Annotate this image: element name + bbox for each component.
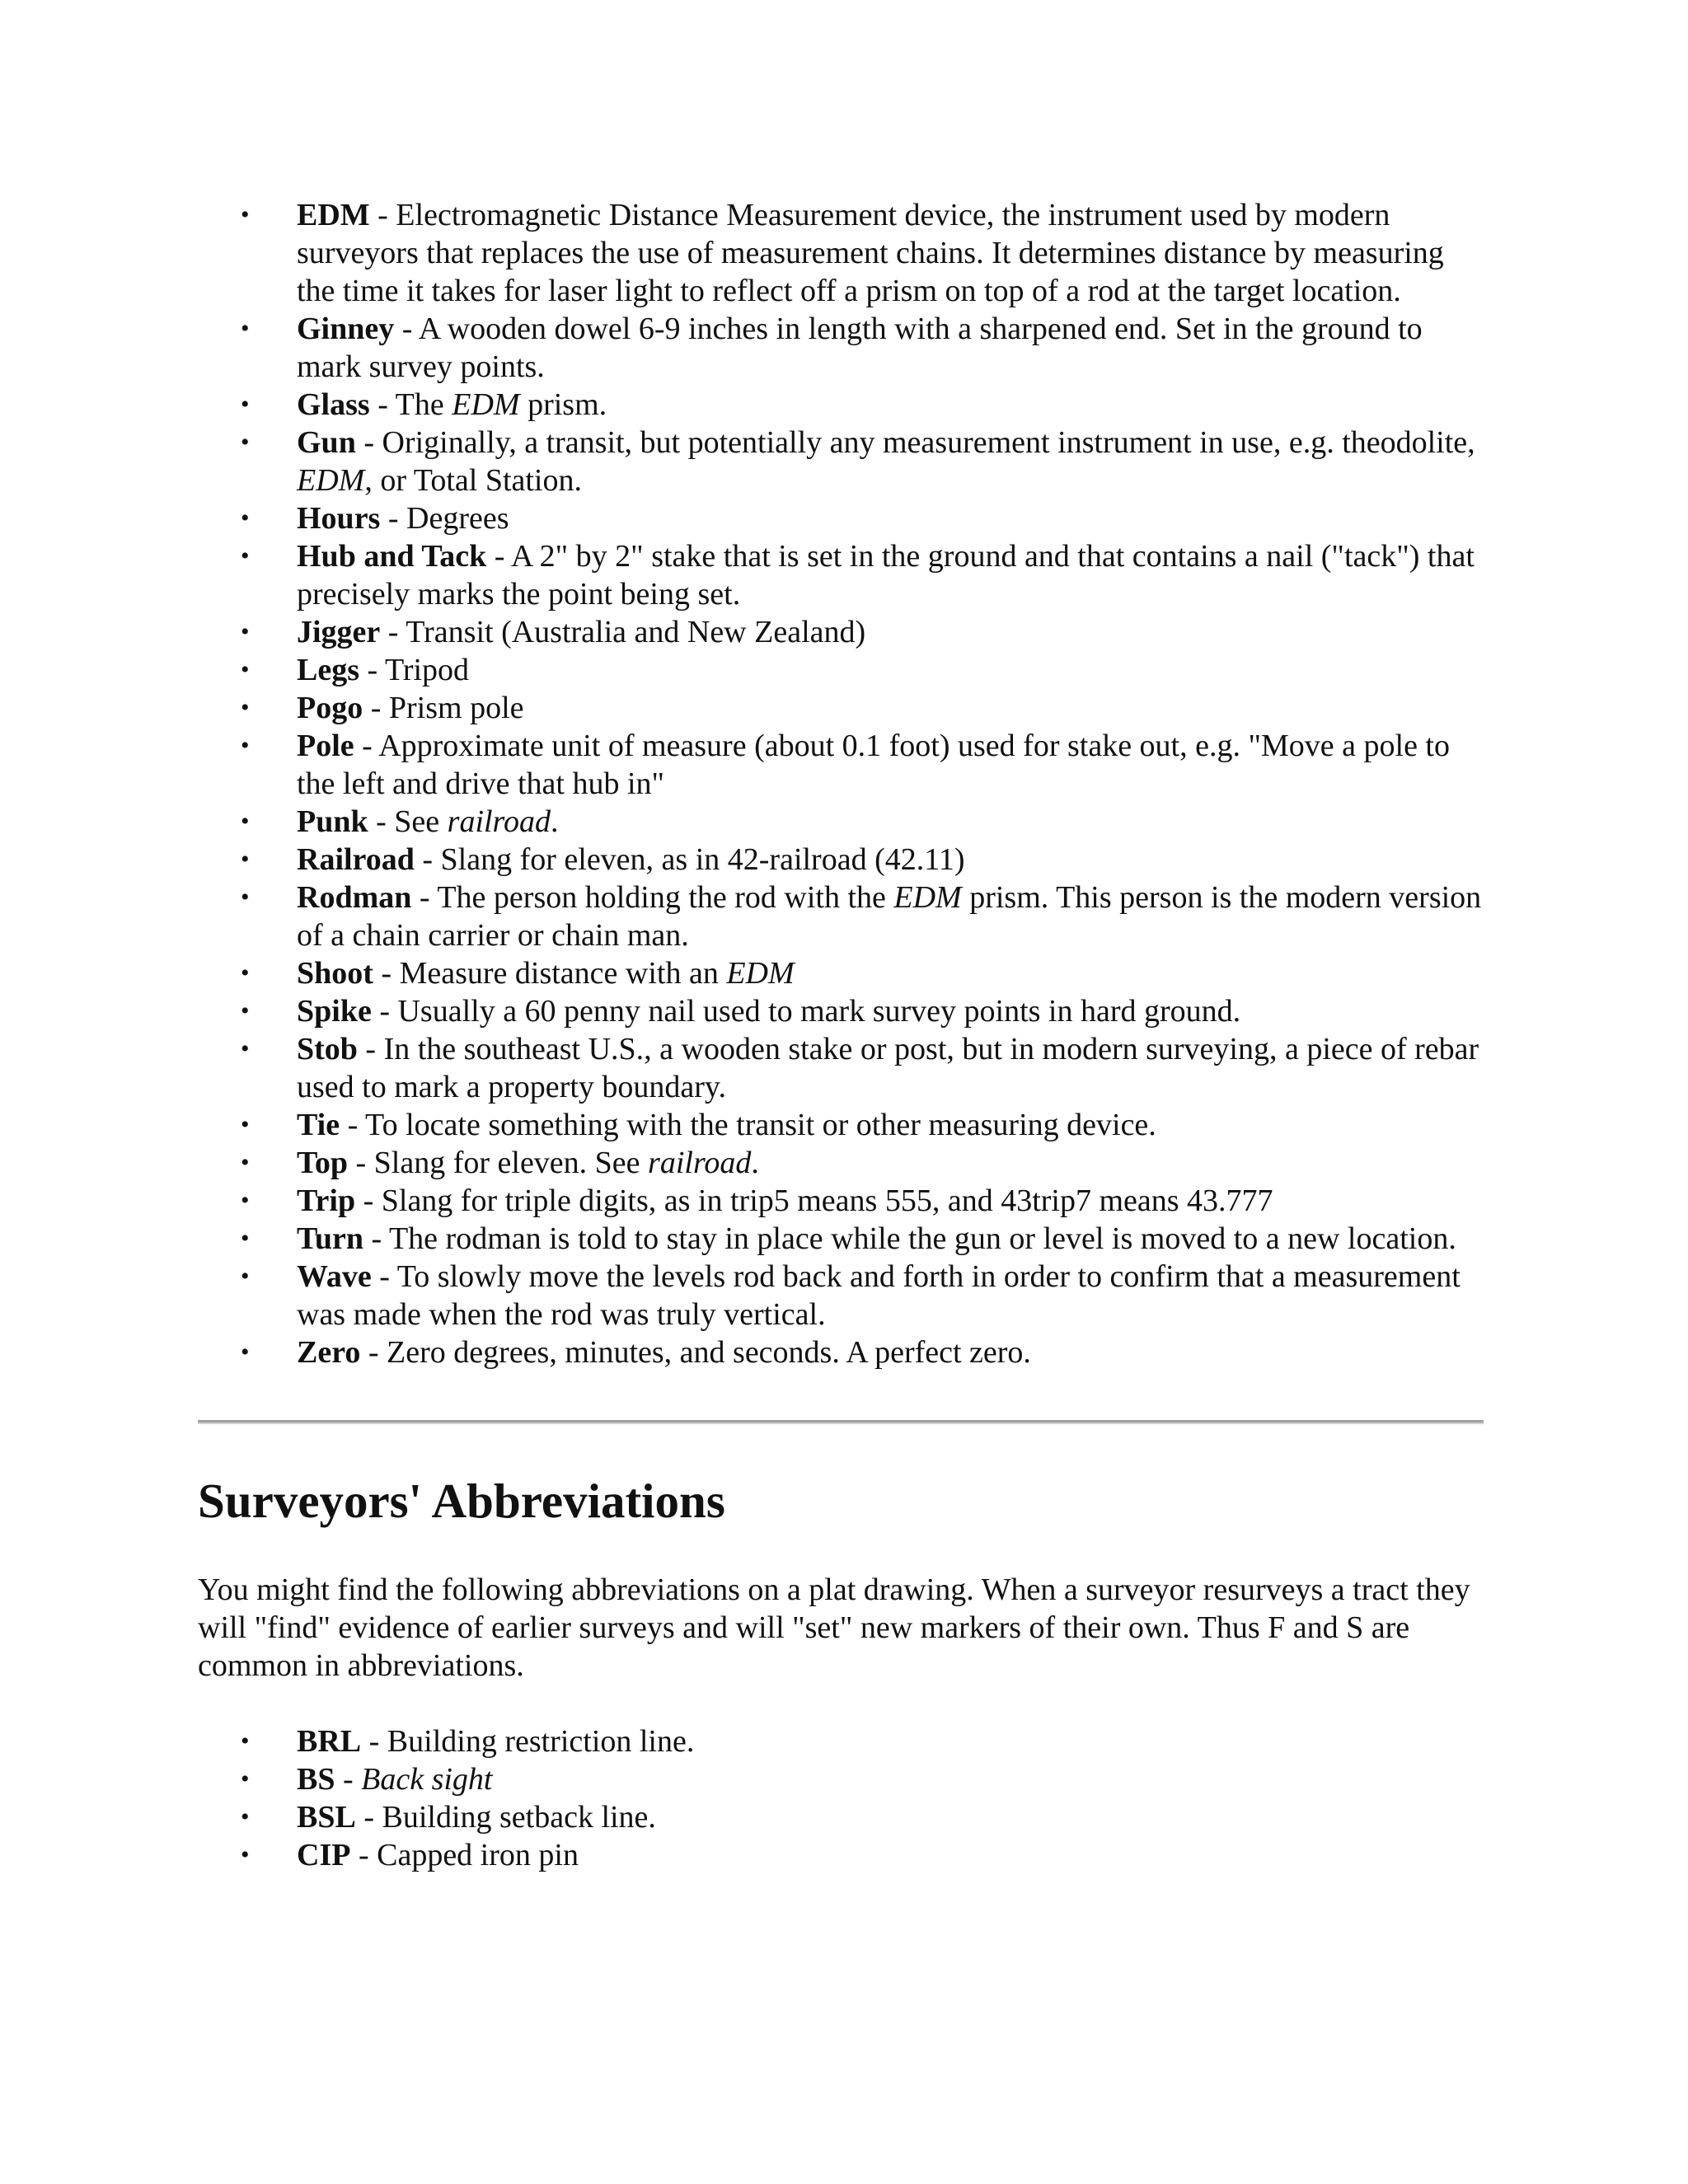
bullet-icon: • [241, 1338, 250, 1366]
bullet-icon: • [241, 959, 250, 987]
list-item [198, 1760, 1484, 1798]
bullet-icon: • [241, 808, 250, 835]
definition-text: . [751, 1146, 759, 1180]
definition-text: - Building restriction line. [361, 1724, 695, 1759]
italic-reference: EDM [452, 387, 520, 422]
definition-text: - The rodman is told to stay in place while the gun or level is moved to a new location. [363, 1221, 1456, 1256]
definition-text: - The [369, 387, 452, 422]
bullet-icon: • [241, 1765, 250, 1793]
definition-text: - To locate something with the transit or other measuring device. [340, 1108, 1156, 1142]
definition-text: - Electromagnetic Distance Measurement device, the instrument used by modern surveyors that replaces the use of measurement chains. It determines distance by measuring the time it takes for laser light to reflect off a prism on top of a rod at the target location. [297, 198, 1444, 308]
term-label: Punk [297, 804, 368, 839]
section-intro: You might find the following abbreviations on a plat drawing. When a surveyor resurveys a tract they will "find" evidence of earlier surveys and will "set" new markers of their own. Thus F and S are common in abbreviations. [198, 1572, 1470, 1683]
definition-text: - A 2" by 2" stake that is set in the ground and that contains a nail ("tack") that precisely marks the point being set. [297, 539, 1475, 612]
bullet-icon: • [241, 694, 250, 721]
definition-text: , or Total Station. [364, 463, 582, 498]
bullet-icon: • [241, 1149, 250, 1176]
list-item [198, 386, 1484, 424]
list-item [198, 196, 1484, 310]
list-item [198, 992, 1484, 1030]
term-label: Turn [297, 1221, 363, 1256]
bullet-icon: • [241, 1841, 250, 1868]
definition-text: - Slang for eleven, as in 42-railroad (42.11) [414, 842, 965, 877]
list-item [198, 1333, 1484, 1371]
term-label: BS [297, 1762, 335, 1797]
term-label: Jigger [297, 615, 381, 649]
glossary-list [198, 196, 1484, 1371]
term-label: Zero [297, 1335, 361, 1370]
definition-text: prism. [519, 387, 607, 422]
term-label: Ginney [297, 312, 395, 346]
definition-text: - Building setback line. [355, 1800, 656, 1835]
list-item [198, 727, 1484, 803]
bullet-icon: • [241, 201, 250, 228]
list-item [198, 310, 1484, 386]
bullet-icon: • [241, 1727, 250, 1755]
term-label: Tie [297, 1108, 340, 1142]
definition-text: - Slang for triple digits, as in trip5 means 555, and 43trip7 means 43.777 [355, 1183, 1273, 1218]
list-item [198, 954, 1484, 992]
definition-text: - In the southeast U.S., a wooden stake or post, but in modern surveying, a piece of rebar used to mark a property boundary. [297, 1032, 1479, 1104]
definition-text: - Degrees [380, 501, 509, 536]
bullet-icon: • [241, 656, 250, 683]
list-item [198, 651, 1484, 689]
definition-text: - Capped iron pin [350, 1838, 579, 1872]
list-item [198, 1798, 1484, 1836]
definition-text: - Usually a 60 penny nail used to mark survey points in hard ground. [371, 994, 1241, 1029]
term-label: Shoot [297, 956, 373, 991]
term-label: BRL [297, 1724, 362, 1759]
definition-text: - Tripod [359, 653, 470, 687]
document-page [198, 196, 1484, 1874]
italic-reference: EDM [893, 880, 962, 915]
term-label: Hours [297, 501, 381, 536]
bullet-icon: • [241, 429, 250, 456]
list-item [198, 1182, 1484, 1220]
term-label: EDM [297, 198, 370, 232]
horizontal-rule [198, 1420, 1484, 1424]
list-item [198, 689, 1484, 727]
italic-reference: EDM [297, 463, 365, 498]
bullet-icon: • [241, 391, 250, 418]
term-label: Railroad [297, 842, 415, 877]
definition-text: - See [368, 804, 448, 839]
definition-text: . [550, 804, 559, 839]
term-label: Pole [297, 729, 354, 763]
list-item [198, 1722, 1484, 1760]
list-item [198, 879, 1484, 954]
term-label: Top [297, 1146, 348, 1180]
list-item [198, 613, 1484, 651]
definition-text: - Approximate unit of measure (about 0.1 foot) used for stake out, e.g. "Move a pole to the left and drive that hub in" [297, 729, 1450, 801]
bullet-icon: • [241, 846, 250, 873]
list-item [198, 803, 1484, 841]
list-item [198, 1220, 1484, 1258]
bullet-icon: • [241, 1111, 250, 1138]
definition-text: prism. This person is the modern version of a chain carrier or chain man. [297, 880, 1482, 953]
list-item [198, 424, 1484, 499]
bullet-icon: • [241, 618, 250, 645]
bullet-icon: • [241, 1803, 250, 1830]
definition-text: - A wooden dowel 6-9 inches in length with a sharpened end. Set in the ground to mark survey points. [297, 312, 1423, 384]
term-label: Hub and Tack [297, 539, 487, 574]
definition-text: - [335, 1762, 362, 1797]
term-label: Stob [297, 1032, 358, 1066]
list-item [198, 1144, 1484, 1182]
list-item [198, 537, 1484, 613]
term-label: Spike [297, 994, 372, 1029]
definition-text: - Measure distance with an [373, 956, 727, 991]
italic-reference: railroad [648, 1146, 752, 1180]
bullet-icon: • [241, 504, 250, 532]
bullet-icon: • [241, 997, 250, 1024]
bullet-icon: • [241, 1263, 250, 1290]
list-item [198, 499, 1484, 537]
list-item [198, 1258, 1484, 1333]
list-item [198, 1106, 1484, 1144]
term-label: Trip [297, 1183, 356, 1218]
abbreviations-list [198, 1722, 1484, 1874]
term-label: CIP [297, 1838, 351, 1872]
definition-text: - Prism pole [363, 691, 524, 725]
definition-text: - Transit (Australia and New Zealand) [380, 615, 866, 649]
term-label: Gun [297, 425, 356, 460]
definition-text: - Zero degrees, minutes, and seconds. A perfect zero. [360, 1335, 1031, 1370]
bullet-icon: • [241, 1225, 250, 1252]
term-label: Wave [297, 1259, 372, 1294]
list-item [198, 1030, 1484, 1106]
bullet-icon: • [241, 315, 250, 342]
definition-text: - To slowly move the levels rod back and forth in order to confirm that a measurement was made when the rod was truly vertical. [297, 1259, 1461, 1332]
list-item [198, 841, 1484, 879]
bullet-icon: • [241, 1187, 250, 1214]
italic-reference: EDM [726, 956, 795, 991]
definition-text: - Slang for eleven. See [348, 1146, 649, 1180]
bullet-icon: • [241, 1035, 250, 1062]
definition-text: - Originally, a transit, but potentially any measurement instrument in use, e.g. theodolite, [355, 425, 1475, 460]
bullet-icon: • [241, 542, 250, 569]
italic-reference: Back sight [361, 1762, 493, 1797]
bullet-icon: • [241, 732, 250, 759]
list-item [198, 1836, 1484, 1874]
term-label: Glass [297, 387, 370, 422]
italic-reference: railroad [447, 804, 551, 839]
bullet-icon: • [241, 883, 250, 911]
term-label: BSL [297, 1800, 356, 1835]
section-heading: Surveyors' Abbreviations [198, 1474, 725, 1528]
definition-text: - The person holding the rod with the [411, 880, 894, 915]
term-label: Legs [297, 653, 359, 687]
term-label: Pogo [297, 691, 363, 725]
term-label: Rodman [297, 880, 412, 915]
